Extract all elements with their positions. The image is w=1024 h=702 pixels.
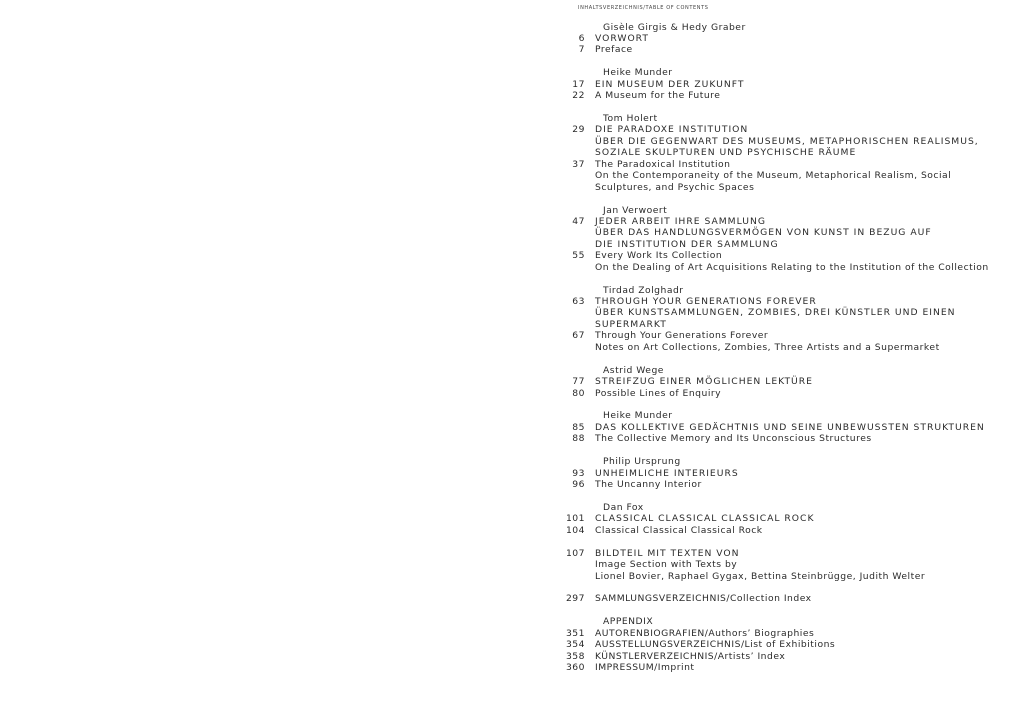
toc-author: Gisèle Girgis & Hedy Graber <box>603 21 746 33</box>
toc-title: CLASSICAL CLASSICAL CLASSICAL ROCK <box>595 513 815 525</box>
toc-title: ÜBER DIE GEGENWART DES MUSEUMS, METAPHORISCHEN REALISMUS, <box>595 135 979 147</box>
section-gap <box>560 582 1020 593</box>
toc-page-number: 93 <box>572 467 585 479</box>
toc-entry <box>560 319 1020 330</box>
toc-title: On the Contemporaneity of the Museum, Metaphorical Realism, Social <box>595 170 952 182</box>
toc-title: Notes on Art Collections, Zombies, Three Artists and a Supermarket <box>595 341 940 353</box>
toc-title: ÜBER KUNSTSAMMLUNGEN, ZOMBIES, DREI KÜNSTLER UND EINEN <box>595 307 956 319</box>
toc-title: EIN MUSEUM DER ZUKUNFT <box>595 78 745 90</box>
toc-title: SUPERMARKT <box>595 318 667 330</box>
toc-title: Every Work Its Collection <box>595 250 723 262</box>
toc-title: THROUGH YOUR GENERATIONS FOREVER <box>595 296 817 307</box>
toc-page-number: 67 <box>572 330 585 342</box>
section-gap <box>560 399 1020 410</box>
toc-entry <box>560 44 1020 55</box>
toc-page-number: 297 <box>565 593 585 605</box>
toc-author: Astrid Wege <box>603 364 664 376</box>
toc-author-line <box>560 113 1020 124</box>
toc-entry <box>560 239 1020 250</box>
toc-title: The Paradoxical Institution <box>595 158 731 170</box>
toc-title: On the Dealing of Art Acquisitions Relating to the Institution of the Collection <box>595 261 989 273</box>
toc-author: Philip Ursprung <box>603 456 681 468</box>
toc-entry <box>560 250 1020 261</box>
toc-entry <box>560 513 1020 524</box>
toc-page-number: 354 <box>565 639 585 651</box>
toc-entry <box>560 548 1020 559</box>
toc-title: ÜBER DAS HANDLUNGSVERMÖGEN VON KUNST IN BEZUG AUF <box>595 227 932 239</box>
toc-page-number: 80 <box>572 387 585 399</box>
table-of-contents <box>560 22 1020 674</box>
toc-header: INHALTSVERZEICHNIS/TABLE OF CONTENTS <box>578 5 709 11</box>
toc-page-number: 7 <box>578 44 585 56</box>
toc-page-number: 55 <box>572 250 585 262</box>
toc-entry <box>560 182 1020 193</box>
toc-author-line <box>560 285 1020 296</box>
toc-entry <box>560 662 1020 673</box>
section-gap <box>560 56 1020 67</box>
section-gap <box>560 353 1020 364</box>
toc-title: DIE PARADOXE INSTITUTION <box>595 124 749 136</box>
toc-title: Image Section with Texts by <box>595 559 738 571</box>
toc-entry <box>560 170 1020 181</box>
toc-page-number: 85 <box>572 421 585 433</box>
toc-entry <box>560 90 1020 101</box>
toc-title: IMPRESSUM/Imprint <box>595 662 695 673</box>
toc-entry <box>560 307 1020 318</box>
toc-title: Preface <box>595 44 633 56</box>
toc-page-number: 88 <box>572 433 585 445</box>
toc-title: AUTORENBIOGRAFIEN/Authors’ Biographies <box>595 627 815 639</box>
section-gap <box>560 273 1020 284</box>
toc-title: UNHEIMLICHE INTERIEURS <box>595 467 739 479</box>
toc-title: KÜNSTLERVERZEICHNIS/Artists’ Index <box>595 650 786 662</box>
toc-page-number: 6 <box>578 32 585 44</box>
toc-page-number: 17 <box>572 78 585 90</box>
section-gap <box>560 605 1020 616</box>
toc-title: DIE INSTITUTION DER SAMMLUNG <box>595 238 779 250</box>
toc-title: Classical Classical Classical Rock <box>595 524 763 536</box>
toc-author: Heike Munder <box>603 410 673 422</box>
toc-entry <box>560 296 1020 307</box>
toc-entry <box>560 136 1020 147</box>
toc-title: Lionel Bovier, Raphael Gygax, Bettina Steinbrügge, Judith Welter <box>595 570 926 582</box>
toc-title: AUSSTELLUNGSVERZEICHNIS/List of Exhibitions <box>595 639 836 651</box>
toc-entry <box>560 124 1020 135</box>
toc-page-number: 47 <box>572 215 585 227</box>
toc-title: A Museum for the Future <box>595 90 721 102</box>
toc-entry <box>560 227 1020 238</box>
toc-author-line <box>560 22 1020 33</box>
toc-page-number: 358 <box>565 650 585 662</box>
toc-entry <box>560 262 1020 273</box>
toc-entry <box>560 376 1020 387</box>
toc-entry <box>560 342 1020 353</box>
section-gap <box>560 536 1020 547</box>
toc-entry <box>560 422 1020 433</box>
toc-title: Possible Lines of Enquiry <box>595 387 722 399</box>
toc-entry <box>560 216 1020 227</box>
toc-title: The Collective Memory and Its Unconscious Structures <box>595 433 872 445</box>
toc-page-number: 351 <box>565 627 585 639</box>
toc-title: Sculptures, and Psychic Spaces <box>595 181 755 193</box>
toc-author-line <box>560 410 1020 421</box>
toc-entry <box>560 79 1020 90</box>
toc-entry <box>560 468 1020 479</box>
toc-page-number: 63 <box>572 296 585 307</box>
toc-author: Tirdad Zolghadr <box>603 284 684 296</box>
toc-author: Tom Holert <box>603 113 658 124</box>
toc-title: Through Your Generations Forever <box>595 330 769 342</box>
toc-author-line <box>560 205 1020 216</box>
toc-page-number: 104 <box>565 524 585 536</box>
toc-entry <box>560 479 1020 490</box>
toc-page-number: 101 <box>565 513 585 525</box>
toc-entry <box>560 651 1020 662</box>
toc-title: BILDTEIL MIT TEXTEN VON <box>595 547 740 559</box>
toc-entry <box>560 525 1020 536</box>
toc-entry <box>560 147 1020 158</box>
toc-page-number: 29 <box>572 124 585 136</box>
toc-entry <box>560 330 1020 341</box>
toc-title: SOZIALE SKULPTUREN UND PSYCHISCHE RÄUME <box>595 147 857 159</box>
toc-entry <box>560 433 1020 444</box>
toc-author: APPENDIX <box>603 616 654 628</box>
toc-entry <box>560 593 1020 604</box>
toc-entry <box>560 559 1020 570</box>
toc-title: The Uncanny Interior <box>595 479 702 490</box>
toc-title: JEDER ARBEIT IHRE SAMMLUNG <box>595 215 766 227</box>
toc-entry <box>560 571 1020 582</box>
toc-page-number: 96 <box>572 479 585 490</box>
toc-entry <box>560 159 1020 170</box>
toc-author-line <box>560 456 1020 467</box>
toc-title: VORWORT <box>595 32 650 44</box>
section-gap <box>560 193 1020 204</box>
toc-author: Jan Verwoert <box>603 204 668 216</box>
toc-author-line <box>560 67 1020 78</box>
toc-title: DAS KOLLEKTIVE GEDÄCHTNIS UND SEINE UNBEWUSSTEN STRUKTUREN <box>595 421 985 433</box>
toc-entry <box>560 388 1020 399</box>
toc-entry <box>560 639 1020 650</box>
toc-page-number: 360 <box>565 662 585 673</box>
toc-entry <box>560 628 1020 639</box>
section-gap <box>560 490 1020 501</box>
toc-page-number: 37 <box>572 158 585 170</box>
toc-author-line <box>560 365 1020 376</box>
section-gap <box>560 102 1020 113</box>
toc-entry <box>560 33 1020 44</box>
toc-author-line <box>560 502 1020 513</box>
toc-title: SAMMLUNGSVERZEICHNIS/Collection Index <box>595 593 812 605</box>
toc-title: STREIFZUG EINER MÖGLICHEN LEKTÜRE <box>595 376 813 388</box>
section-gap <box>560 445 1020 456</box>
toc-author: Dan Fox <box>603 501 644 513</box>
toc-author-line <box>560 616 1020 627</box>
toc-page-number: 77 <box>572 376 585 388</box>
toc-page-number: 107 <box>565 547 585 559</box>
toc-author: Heike Munder <box>603 67 673 79</box>
toc-page-number: 22 <box>572 90 585 102</box>
